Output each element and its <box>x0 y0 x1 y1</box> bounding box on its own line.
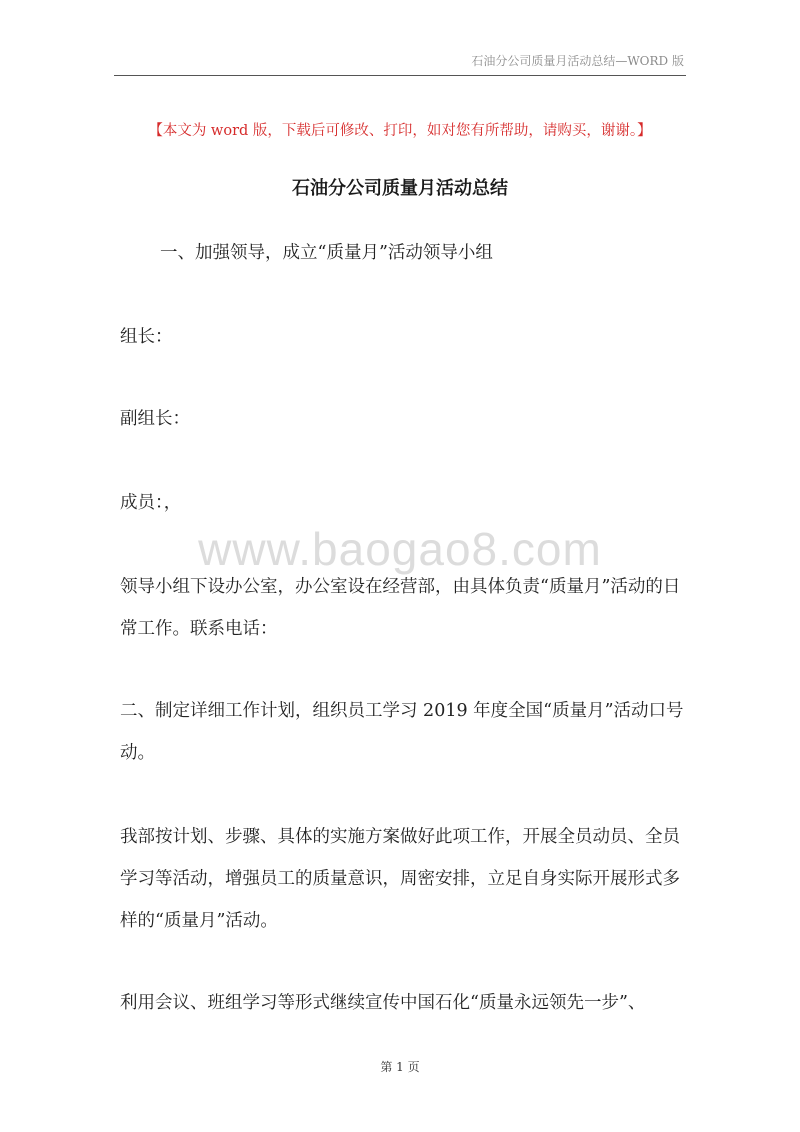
purchase-notice: 【本文为 word 版，下载后可修改、打印，如对您有所帮助，请购买，谢谢。】 <box>148 123 652 139</box>
plan-paragraph: 我部按计划、步骤、具体的实施方案做好此项工作，开展全员动员、全员学习等活动，增强员工的质量意识，周密安排，立足自身实际开展形式多样的“质量月”活动。 <box>120 827 680 931</box>
section-1-heading: 一、加强领导，成立“质量月”活动领导小组 <box>160 243 493 263</box>
office-paragraph: 领导小组下设办公室，办公室设在经营部，由具体负责“质量月”活动的日常工作。联系电话： <box>120 577 681 639</box>
page-number: 第 1 页 <box>380 1060 420 1074</box>
deputy-leader-line: 副组长： <box>120 409 190 429</box>
leader-line: 组长： <box>120 327 173 347</box>
section-2-paragraph: 二、制定详细工作计划，组织员工学习 2019 年度全国“质量月”活动口号动。 <box>120 701 684 763</box>
running-header: 石油分公司质量月活动总结—WORD 版 <box>471 54 684 68</box>
promo-paragraph: 利用会议、班组学习等形式继续宣传中国石化“质量永远领先一步”、 <box>120 993 646 1013</box>
members-line: 成员：， <box>120 493 182 513</box>
header-divider <box>114 75 686 76</box>
watermark: www.baogao8.com <box>198 523 602 575</box>
document-title: 石油分公司质量月活动总结 <box>292 178 508 199</box>
